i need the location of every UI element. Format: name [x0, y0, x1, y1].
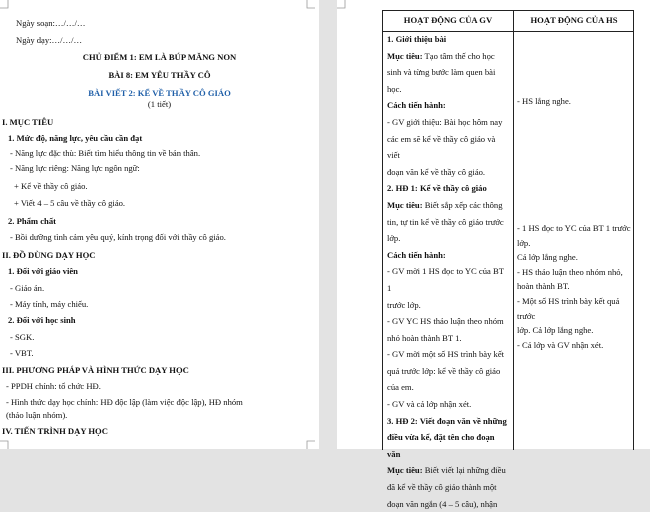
text-line: - Một số HS trình bày kết quả trước — [517, 295, 620, 321]
crop-mark-icon — [337, 0, 345, 8]
text-line: lớp. — [517, 237, 531, 248]
section-procedure: IV. TIẾN TRÌNH DẠY HỌC — [2, 426, 108, 436]
text-line: - Năng lực riêng: Năng lực ngôn ngữ: — [10, 163, 140, 173]
text-line: điều vừa kể, đặt tên cho đoạn văn — [387, 432, 495, 459]
subsection-competency: 1. Mức độ, năng lực, yêu cầu cần đạt — [8, 133, 143, 143]
header-student-activity: HOẠT ĐỘNG CỦA HS — [530, 15, 618, 25]
text-line: - Bồi dưỡng tình cảm yêu quý, kính trọng đối với thầy cô giáo. — [10, 232, 226, 242]
text-line: - 1 HS đọc to YC của BT 1 trước — [517, 223, 631, 233]
text-line: sinh và từng bước làm quen bài — [387, 67, 496, 78]
text-line: - GV mời 1 HS đọc to YC của BT 1 — [387, 266, 504, 293]
teacher-activity-cell — [387, 31, 510, 512]
text-line: - Máy tính, máy chiếu. — [10, 299, 89, 309]
subsection-student: 2. Đối với học sinh — [8, 315, 76, 325]
text-line: (thảo luận nhóm). — [6, 410, 68, 420]
text-line: 1. Giới thiệu bài — [387, 34, 447, 44]
text-line: Cách tiến hành: — [387, 100, 446, 111]
text-line: đoạn văn kể về thầy cô giáo. — [387, 166, 486, 177]
text-line: 2. HĐ 1: Kể về thầy cô giáo — [387, 183, 487, 194]
text-line: Cách tiến hành: — [387, 249, 446, 260]
column-divider — [513, 11, 514, 450]
theme-heading: CHỦ ĐIỂM 1: EM LÀ BÚP MĂNG NON — [82, 52, 237, 62]
section-materials: II. ĐỒ DÙNG DẠY HỌC — [2, 250, 96, 260]
document-page-left — [0, 0, 319, 449]
crop-mark-icon — [0, 0, 8, 8]
text-line: - SGK. — [10, 332, 35, 342]
text-line: - VBT. — [10, 348, 34, 358]
student-activity-cell — [517, 221, 631, 352]
text-line: của em. — [387, 382, 414, 393]
text-line: 3. HĐ 2: Viết đoạn văn về những — [387, 415, 507, 426]
header-teacher-activity: HOẠT ĐỘNG CỦA GV — [403, 15, 493, 25]
crop-mark-icon — [307, 441, 315, 449]
text-line: tin, tự tin kể về thầy cô giáo trước — [387, 216, 504, 227]
text-line: các em sẽ kể về thầy cô giáo và viết — [387, 133, 496, 161]
text-line: đoạn văn ngắn (4 – 5 câu), nhận — [387, 498, 498, 509]
text-line: - GV và cả lớp nhận xét. — [387, 399, 472, 410]
text-line: - HS lắng nghe. — [517, 96, 571, 106]
text-line: Cả lớp lắng nghe. — [517, 252, 578, 263]
text-line: - HS thảo luận theo nhóm nhỏ, — [517, 266, 623, 277]
document-page-right — [337, 0, 650, 509]
section-methods: III. PHƯƠNG PHÁP VÀ HÌNH THỨC DẠY HỌC — [2, 365, 189, 375]
crop-mark-icon — [307, 0, 315, 8]
text-line: Mục tiêu: Biết viết lại những điều — [387, 465, 506, 476]
text-line: - Cả lớp và GV nhận xét. — [517, 339, 604, 350]
text-line: + Viết 4 – 5 câu về thầy cô giáo. — [14, 198, 126, 208]
text-line: đã kể về thầy cô giáo thành một — [387, 482, 497, 493]
student-activity-cell — [517, 95, 631, 107]
lesson-duration: (1 tiết) — [147, 99, 172, 109]
text-line: - Năng lực đặc thù: Biết tìm hiểu thông tin về bản thân. — [10, 148, 201, 158]
text-line: - PPDH chính: tổ chức HĐ. — [6, 381, 101, 391]
text-line: nhỏ hoàn thành BT 1. — [387, 332, 462, 343]
subsection-qualities: 2. Phẩm chất — [8, 216, 56, 226]
crop-mark-icon — [0, 441, 8, 449]
text-line: - GV mời một số HS trình bày kết — [387, 349, 505, 360]
text-line: Mục tiêu: Tạo tâm thế cho học — [387, 50, 495, 61]
text-line: - Giáo án. — [10, 283, 45, 293]
text-line: lớp. Cả lớp lắng nghe. — [517, 325, 594, 336]
lesson-heading: BÀI 8: EM YÊU THẦY CÔ — [108, 70, 211, 80]
text-line: hoàn thành BT. — [517, 281, 570, 292]
section-objectives: I. MỤC TIÊU — [2, 117, 54, 127]
lesson-subtitle: BÀI VIẾT 2: KỂ VỀ THẦY CÔ GIÁO — [88, 88, 231, 98]
activity-table — [382, 10, 634, 509]
text-line: - GV YC HS thảo luận theo nhóm — [387, 316, 504, 327]
text-line: học. — [387, 83, 402, 94]
text-line: lớp. — [387, 233, 401, 244]
text-line: - Hình thức dạy học chính: HĐ độc lập (làm việc độc lập), HĐ nhóm — [6, 397, 243, 407]
subsection-teacher: 1. Đối với giáo viên — [8, 266, 78, 276]
text-line: trước lớp. — [387, 299, 421, 310]
text-line: quả trước lớp: kể về thầy cô giáo — [387, 365, 501, 376]
text-line: - GV giới thiệu: Bài học hôm nay — [387, 116, 503, 127]
text-line: Mục tiêu: Biết sắp xếp các thông — [387, 199, 503, 210]
date-taught: Ngày dạy:…/…/… — [16, 35, 83, 45]
text-line: + Kể về thầy cô giáo. — [14, 181, 88, 191]
date-prepared: Ngày soạn:…/…/… — [16, 18, 86, 28]
